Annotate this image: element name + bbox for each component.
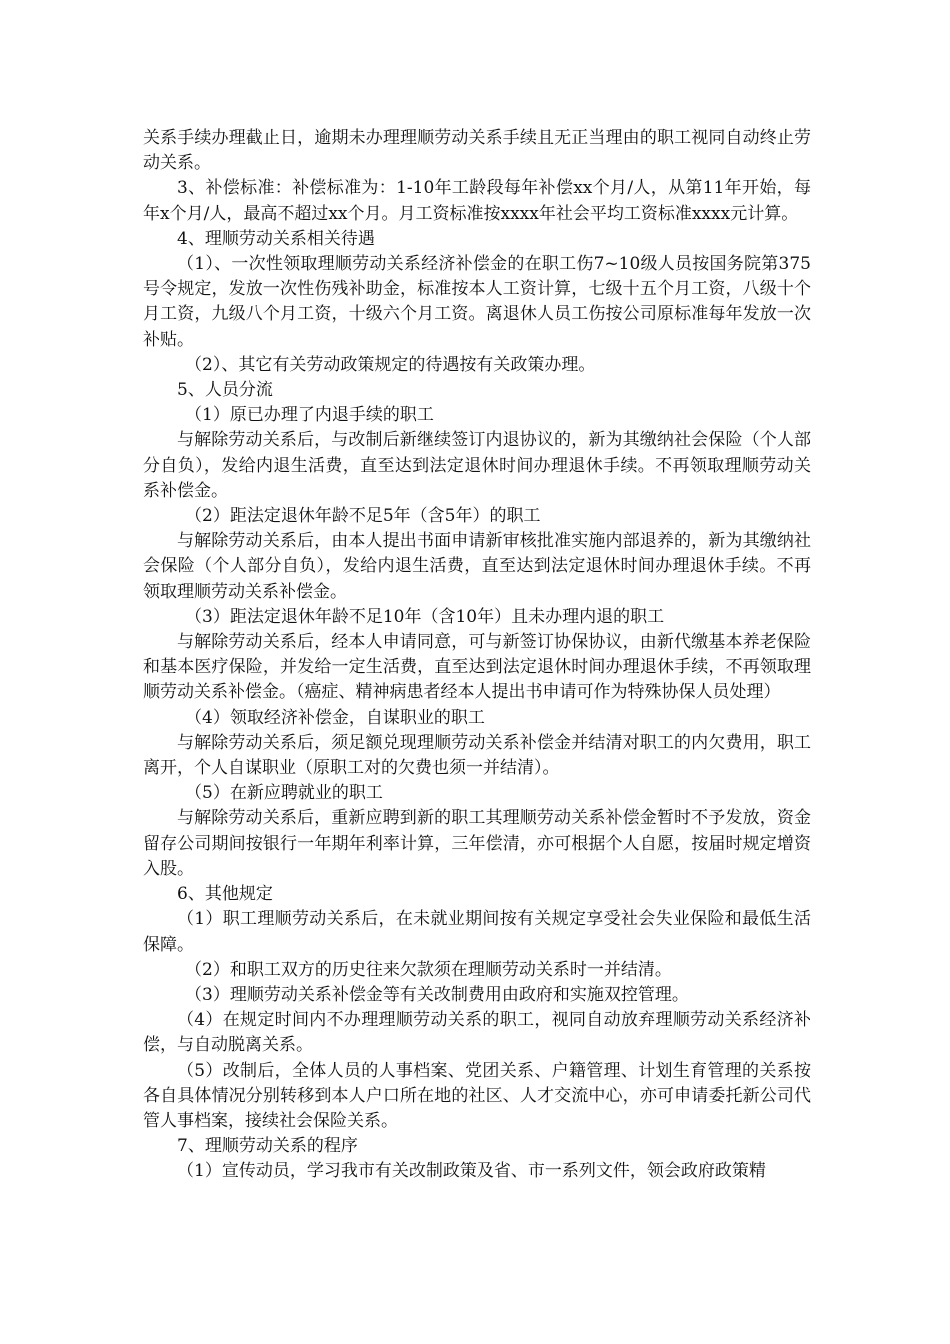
paragraph: （5）改制后，全体人员的人事档案、党团关系、户籍管理、计划生育管理的关系按各自具体情况分别转移到本人户口所在地的社区、人才交流中心，亦可申请委托新公司代管人事档案，接续社会保险关系。 — [143, 1060, 811, 1131]
paragraph: 与解除劳动关系后，重新应聘到新的职工其理顺劳动关系补偿金暂时不予发放，资金留存公司期间按银行一年期年利率计算，三年偿清，亦可根据个人自愿，按届时规定增资入股。 — [143, 808, 811, 879]
paragraph: （3）理顺劳动关系补偿金等有关改制费用由政府和实施双控管理。 — [185, 984, 689, 1005]
paragraph: （1）、一次性领取理顺劳动关系经济补偿金的在职工伤7~10级人员按国务院第375号令规定，发放一次性伤残补助金，标准按本人工资计算，七级十五个月工资，八级十个月工资，九级八个月工资，十级六个月工资。离退休人员工伤按公司原标准每年发放一次补贴。 — [143, 254, 811, 350]
paragraph: 与解除劳动关系后，须足额兑现理顺劳动关系补偿金并结清对职工的内欠费用，职工离开，个人自谋职业（原职工对的欠费也须一并结清）。 — [143, 732, 811, 779]
paragraph: （1）职工理顺劳动关系后，在未就业期间按有关规定享受社会失业保险和最低生活保障。 — [143, 909, 811, 955]
section-heading: 4、理顺劳动关系相关待遇 — [177, 228, 375, 249]
paragraph: 3、补偿标准：补偿标准为：1-10年工龄段每年补偿xx个月/人，从第11年开始，每年x个月/人，最高不超过xx个月。月工资标准按xxxx年社会平均工资标准xxxx元计算。 — [143, 178, 811, 224]
subsection-heading: （3）距法定退休年龄不足10年（含10年）且未办理内退的职工 — [185, 606, 665, 627]
section-heading: 7、理顺劳动关系的程序 — [177, 1136, 358, 1157]
section-heading: 5、人员分流 — [177, 380, 273, 401]
subsection-heading: （1）原已办理了内退手续的职工 — [185, 405, 434, 426]
subsection-heading: （2）距法定退休年龄不足5年（含5年）的职工 — [185, 506, 541, 527]
section-heading: 6、其他规定 — [177, 884, 273, 905]
subsection-heading: （5）在新应聘就业的职工 — [185, 783, 383, 804]
paragraph: 与解除劳动关系后，由本人提出书面申请新审核批准实施内部退养的，新为其缴纳社会保险（个人部分自负），发给内退生活费，直至达到法定退休时间办理退休手续。不再领取理顺劳动关系补偿金。 — [143, 531, 811, 602]
paragraph: 与解除劳动关系后，与改制后新继续签订内退协议的，新为其缴纳社会保险（个人部分自负），发给内退生活费，直至达到法定退休时间办理退休手续。不再领取理顺劳动关系补偿金。 — [143, 430, 811, 501]
paragraph: （2）、其它有关劳动政策规定的待遇按有关政策办理。 — [185, 354, 596, 375]
paragraph: 关系手续办理截止日，逾期未办理理顺劳动关系手续且无正当理由的职工视同自动终止劳动关系。 — [143, 128, 811, 174]
document-body — [143, 126, 811, 1185]
paragraph: （4）在规定时间内不办理理顺劳动关系的职工，视同自动放弃理顺劳动关系经济补偿，与自动脱离关系。 — [143, 1010, 811, 1056]
paragraph: （1）宣传动员，学习我市有关改制政策及省、市一系列文件，领会政府政策精 — [177, 1161, 766, 1182]
paragraph: 与解除劳动关系后，经本人申请同意，可与新签订协保协议，由新代缴基本养老保险和基本医疗保险，并发给一定生活费，直至达到法定退休时间办理退休手续，不再领取理顺劳动关系补偿金。（癌症、精神病患者经本人提出书申请可作为特殊协保人员处理） — [143, 632, 811, 703]
subsection-heading: （4）领取经济补偿金，自谋职业的职工 — [185, 707, 485, 728]
paragraph: （2）和职工双方的历史往来欠款须在理顺劳动关系时一并结清。 — [185, 959, 672, 980]
